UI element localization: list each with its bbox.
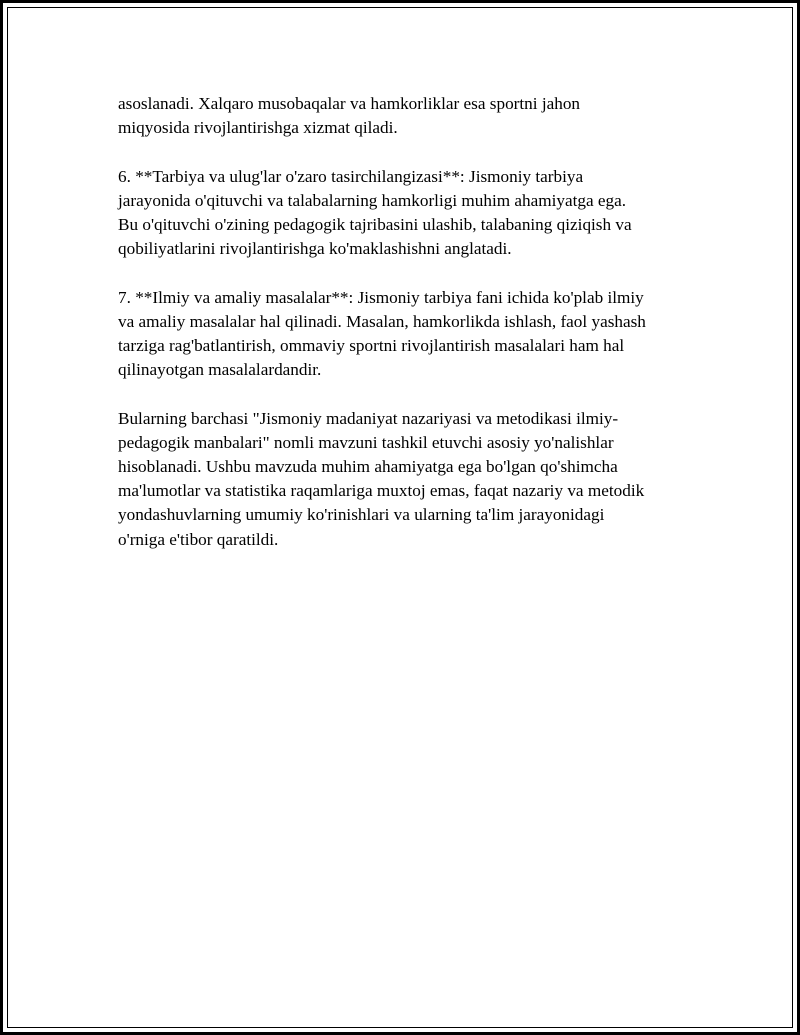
paragraph-conclusion: Bularning barchasi "Jismoniy madaniyat nazariyasi va metodikasi ilmiy- pedagogik manbalari" nomli mavzuni tashkil etuvchi asosiy yo'nalishlar hisoblanadi. Ushbu mavzuda muhim ahamiyatga ega bo'lgan qo'shimcha ma'lumotlar va statistika raqamlariga muxtoj emas, faqat nazariy va metodik yondashuvlarning umumiy ko'rinishlari va ularning ta'lim jarayonidagi o'rniga e'tibor qaratildi.	[118, 408, 645, 549]
document-body	[118, 92, 688, 576]
paragraph-item-6: 6. **Tarbiya va ulug'lar o'zaro tasirchilangizasi**: Jismoniy tarbiya jarayonida o'qituvchi va talabalarning hamkorligi muhim ahamiyatga ega. Bu o'qituvchi o'zining pedagogik tajribasini ulashib, talabaning qiziqish va qobiliyatlarini rivojlantirishga ko'maklashishni anglatadi.	[118, 166, 632, 259]
paragraph-continuation: asoslanadi. Xalqaro musobaqalar va hamkorliklar esa sportni jahon miqyosida rivojlantirishga xizmat qiladi.	[118, 94, 581, 138]
paragraph-item-7: 7. **Ilmiy va amaliy masalalar**: Jismoniy tarbiya fani ichida ko'plab ilmiy va amaliy masalalar hal qilinadi. Masalan, hamkorlikda ishlash, faol yashash tarziga rag'batlantirish, ommaviy sportni rivojlantirish masalalari ham hal qilinayotgan masalalardandir.	[118, 287, 646, 380]
